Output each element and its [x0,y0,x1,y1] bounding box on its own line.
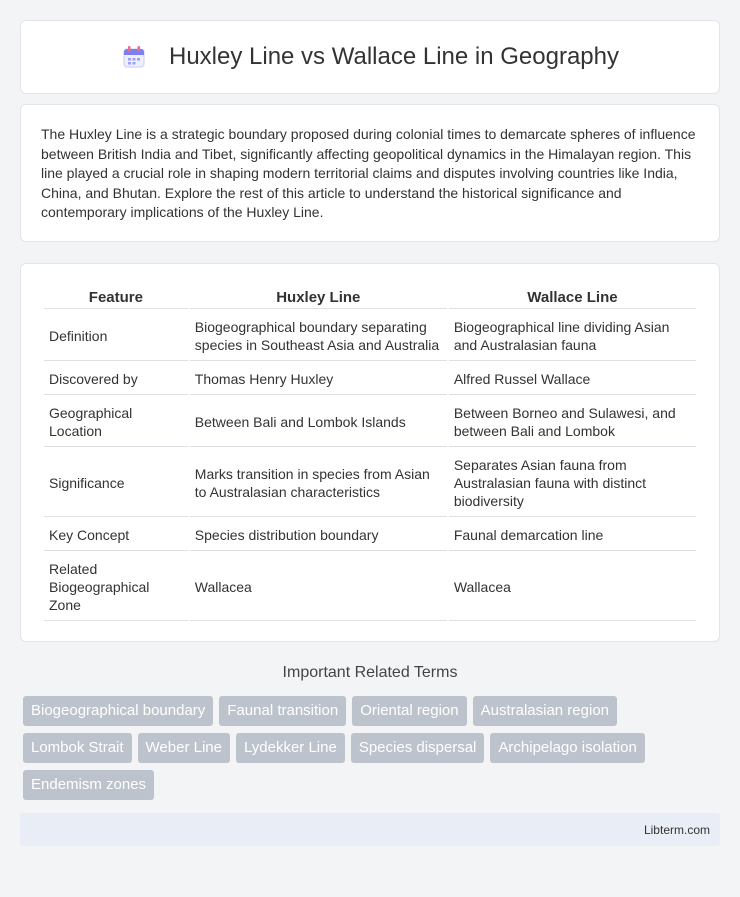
table-cell: Significance [44,449,188,517]
tag-lombok-strait[interactable]: Lombok Strait [23,733,132,763]
table-cell: Definition [44,311,188,361]
table-row [44,311,696,361]
tag-oriental-region[interactable]: Oriental region [352,696,466,726]
intro-text: The Huxley Line is a strategic boundary proposed during colonial times to demarcate spheres of influence between British India and Tibet, significantly affecting geopolitical dynamics in the Himalayan region. This line played a crucial role in shaping modern territorial claims and disputes involving countries like India, China, and Bhutan. Explore the rest of this article to understand the historical significance and contemporary implications of the Huxley Line. [41,126,696,220]
tag-weber-line[interactable]: Weber Line [138,733,230,763]
tag-endemism-zones[interactable]: Endemism zones [23,770,154,800]
table-row [44,397,696,447]
table-header-row [44,286,696,309]
page-title: Huxley Line vs Wallace Line in Geography [168,43,619,70]
table-cell: Key Concept [44,519,188,551]
table-cell: Separates Asian fauna from Australasian fauna with distinct biodiversity [449,449,696,517]
table-cell: Biogeographical boundary separating species in Southeast Asia and Australia [190,311,447,361]
tag-australasian-region[interactable]: Australasian region [473,696,617,726]
calendar-icon [121,44,147,70]
tag-faunal-transition[interactable]: Faunal transition [219,696,346,726]
table-row [44,449,696,517]
table-row [44,363,696,395]
table-cell: Geographical Location [44,397,188,447]
table-cell: Wallacea [190,553,447,621]
table-cell: Between Borneo and Sulawesi, and between Bali and Lombok [449,397,696,447]
table-cell: Wallacea [449,553,696,621]
tag-biogeographical-boundary[interactable]: Biogeographical boundary [23,696,213,726]
title-card [20,20,720,94]
tag-lydekker-line[interactable]: Lydekker Line [236,733,345,763]
table-cell: Discovered by [44,363,188,395]
comparison-table [42,284,698,623]
column-header-feature: Feature [44,286,188,309]
table-cell: Faunal demarcation line [449,519,696,551]
table-cell: Species distribution boundary [190,519,447,551]
column-header-huxley: Huxley Line [190,286,447,309]
table-cell: Biogeographical line dividing Asian and Australasian fauna [449,311,696,361]
column-header-wallace: Wallace Line [449,286,696,309]
intro-card [20,104,720,242]
table-cell: Alfred Russel Wallace [449,363,696,395]
comparison-card [20,263,720,642]
related-terms-title: Important Related Terms [282,664,458,681]
tag-species-dispersal[interactable]: Species dispersal [351,733,485,763]
table-cell: Thomas Henry Huxley [190,363,447,395]
footer-site-link[interactable]: Libterm.com [643,822,710,837]
table-cell: Related Biogeographical Zone [44,553,188,621]
table-cell: Marks transition in species from Asian to Australasian characteristics [190,449,447,517]
table-row [44,553,696,621]
related-terms-list [23,696,720,800]
table-row [44,519,696,551]
tag-archipelago-isolation[interactable]: Archipelago isolation [490,733,644,763]
footer [20,813,720,846]
table-cell: Between Bali and Lombok Islands [190,397,447,447]
